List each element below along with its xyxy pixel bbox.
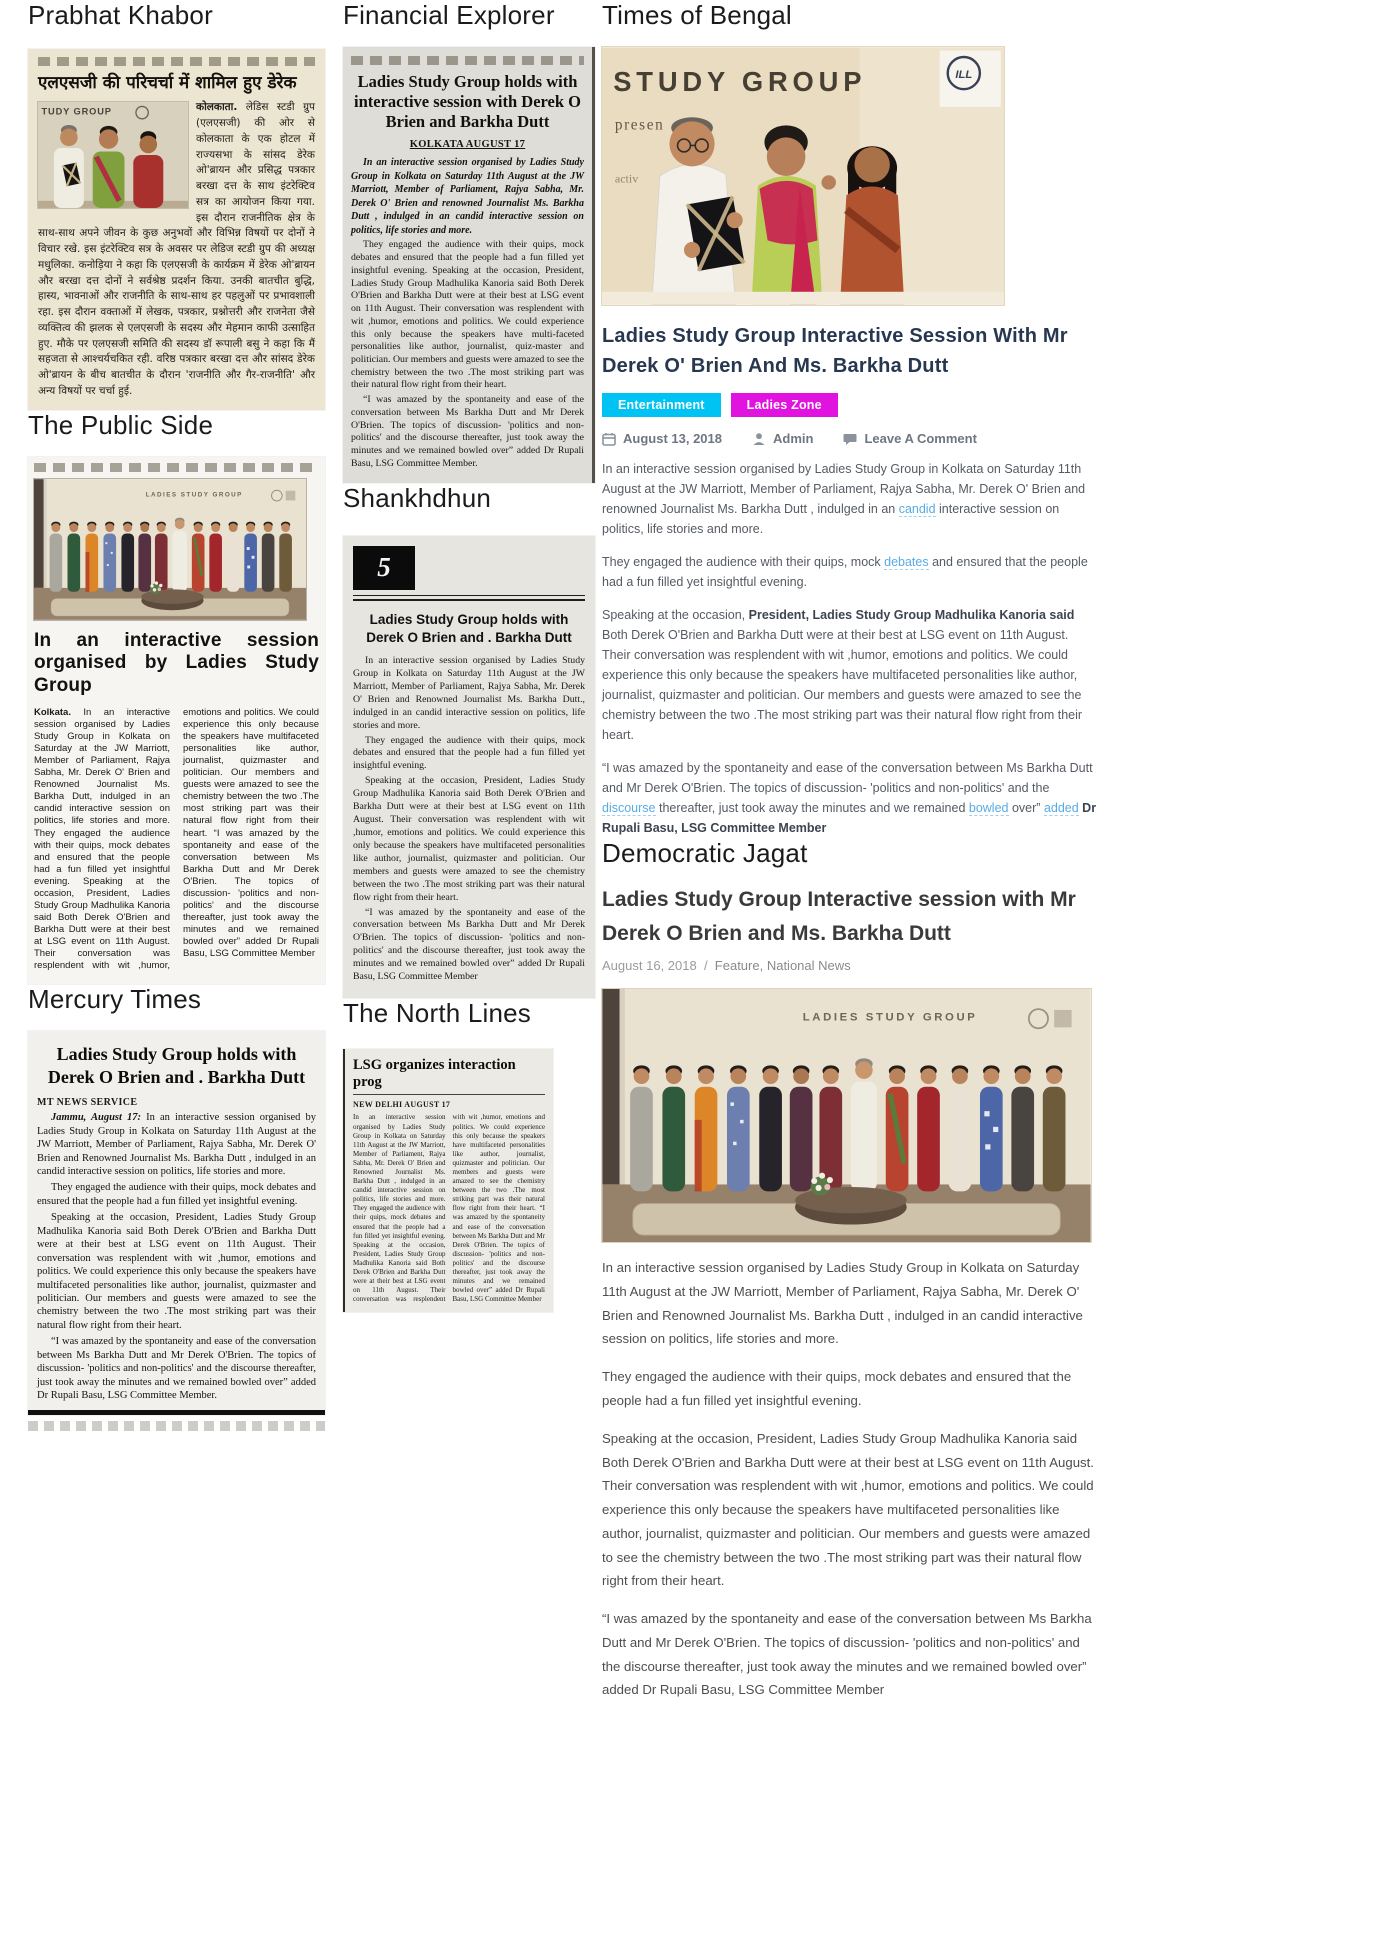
paragraph: They engaged the audience with their quips, mock debates and ensured that the people had a fun filled yet insightful evening. bbox=[602, 1369, 1072, 1409]
democratic-jagat-group-photo bbox=[602, 989, 1091, 1242]
publication-heading-times-of-bengal: Times of Bengal bbox=[602, 0, 792, 30]
publication-heading-democratic-jagat: Democratic Jagat bbox=[602, 838, 808, 868]
paragraph bbox=[37, 1111, 316, 1178]
shankhdhun-clipping bbox=[343, 536, 595, 998]
body-text: In an interactive session organised by Ladies Study Group in Kolkata on Saturday 11th August at the JW Marriott, Member of Parliament, Rajya Sabha, Mr. Derek O' Brien and Renowned Journalist Ms. Barkha Dutt , indulged in an candid interactive session on politics, life stories and more. bbox=[37, 1112, 317, 1178]
dateline: Jammu, August 17: bbox=[51, 1112, 142, 1124]
publication-heading-mercury-times: Mercury Times bbox=[28, 984, 202, 1015]
paragraph: In an interactive session organised by Ladies Study Group in Kolkata on Saturday 11th August at the JW Marriott, Member of Parliament, Rajya Sabha, Mr. Derek O' Brien and Renowned Journalist Ms. Barkha Dutt., indulged in an candid interactive session on politics, life stories and more. bbox=[353, 655, 585, 731]
link-added[interactable]: added bbox=[1043, 801, 1079, 815]
cut-text-decoration bbox=[28, 1421, 325, 1431]
paragraph bbox=[602, 459, 1100, 539]
post-author-text: Admin bbox=[773, 431, 814, 446]
dateline: KOLKATA AUGUST 17 bbox=[409, 139, 526, 151]
paragraph: They engaged the audience with their quips, mock debates and ensured that the people had a fun filled yet insightful evening. bbox=[353, 734, 585, 772]
clipping-body bbox=[34, 707, 319, 972]
right-column bbox=[602, 0, 1100, 1702]
clipping-headline: Ladies Study Group holds with interactive session with Derek O Brien and Barkha Dutt bbox=[354, 72, 581, 132]
publication-heading-north-lines: The North Lines bbox=[343, 998, 531, 1029]
prabhat-clipping-photo bbox=[38, 102, 188, 208]
bold-text: Dr Rupali Basu, LSG Committee Member bbox=[602, 801, 1097, 835]
category-badges bbox=[602, 393, 1100, 417]
body-text: “I was amazed by the spontaneity and ease of the conversation between Ms Barkha Dutt and Mr Derek O'Brien. The topics of discussion- 'politics and non-politics' and the bbox=[602, 761, 1093, 795]
body-text: interactive session on politics, life stories and more. bbox=[602, 502, 1060, 536]
article-meta bbox=[602, 431, 1100, 446]
publication-heading-financial-explorer: Financial Explorer bbox=[343, 0, 555, 30]
photo-backdrop-text: STUDY GROUP bbox=[613, 65, 867, 97]
article-title: Ladies Study Group Interactive Session With Mr Derek O' Brien And Ms. Barkha Dutt bbox=[602, 325, 1068, 377]
article-meta bbox=[602, 958, 1100, 973]
body-text: In an interactive session organised by Ladies Study Group in Kolkata on Saturday at the JW Marriott, Member of Parliament, Rajya Sabha, Mr. Derek O' Brien and Renowned Journalist Ms. Barkha Dutt, indulged in an candid interactive session on politics, life stories and more. They engaged the audience with their quips, mock debates and ensured that the people had a fun filled yet insightful evening. Speaking at the occasion, President, Ladies Study Group Madhulika Kanoria said Both Derek O'Brien and Barkha Dutt were at their best at LSG event on 11th August. Their conversation was resplendent with wit ,humor, emotions and politics. We could experience this only because the speakers have multifaceted personalities like author, journalist, quizmaster and politician. Our members and guests were amazed to see the chemistry between the two .The most striking part was their natural flow right from their heart. “I was amazed by the spontaneity and ease of the conversation between Ms Barkha Dutt and Mr Derek O'Brien. The topics of discussion- 'politics and non-politics' and the discourse thereafter, just took away the minutes and we remained bowled over” added Dr Rupali Basu, LSG Committee Member bbox=[34, 706, 319, 972]
leave-a-comment[interactable] bbox=[843, 431, 976, 446]
paragraph bbox=[602, 552, 1100, 592]
badge-ladies-zone[interactable]: Ladies Zone bbox=[731, 393, 838, 417]
paragraph: “I was amazed by the spontaneity and ease of the conversation between Ms Barkha Dutt and Mr Derek O'Brien. The topics of discussion- 'politics and non-politics' and the discourse thereafter, just took away the minutes and we remained bowled over” added Dr Rupali Basu, LSG Committee Member. bbox=[351, 394, 584, 469]
link-discourse[interactable]: discourse bbox=[602, 801, 656, 815]
public-side-clipping bbox=[28, 457, 325, 985]
dateline-city: कोलकाता. bbox=[196, 101, 238, 114]
torn-edge-decoration bbox=[351, 56, 584, 65]
torn-edge-decoration bbox=[38, 57, 315, 66]
paragraph: “I was amazed by the spontaneity and ease of the conversation between Ms Barkha Dutt and Mr Derek O'Brien. The topics of discussion- 'politics and non-politics' and the discourse thereafter, just took away the minutes and we remained bowled over” added Dr Rupali Basu, LSG Committee Member bbox=[602, 1611, 1092, 1698]
prabhat-khabor-clipping bbox=[28, 49, 325, 410]
leave-a-comment-text: Leave A Comment bbox=[864, 431, 977, 446]
public-side-group-photo bbox=[34, 479, 306, 620]
dateline: NEW DELHI AUGUST 17 bbox=[353, 1100, 451, 1110]
comment-icon bbox=[843, 432, 857, 446]
body-text: and ensured that the people had a fun filled yet insightful evening. bbox=[602, 555, 1088, 589]
clipping-headline: Ladies Study Group holds with Derek O Brien and . Barkha Dutt bbox=[366, 611, 572, 645]
paragraph: Speaking at the occasion, President, Ladies Study Group Madhulika Kanoria said Both Derek O'Brien and Barkha Dutt were at their best at LSG event on 11th August. Their conversation was resplendent with wit ,humor, emotions and politics. We could experience this only because the speakers have multifaceted personalities like author, journalist, quizmaster and politician. Our members and guests were amazed to see the chemistry between the two .The most striking part was their natural flow right from their heart. bbox=[37, 1212, 316, 1331]
body-text: Speaking at the occasion, bbox=[602, 608, 749, 622]
clipping-headline: Ladies Study Group holds with Derek O Brien and . Barkha Dutt bbox=[47, 1044, 306, 1087]
clipping-body: In an interactive session organised by Ladies Study Group in Kolkata on Saturday 11th August at the JW Marriott, Member of Parliament, Rajya Sabha, Mr. Derek O' Brien and Renowned Journalist Ms. Barkha Dutt , indulged in an candid interactive session on politics, life stories and more. They engaged the audience with their quips, mock debates and ensured that the people had a fun filled yet insightful evening. Speaking at the occasion, President, Ladies Study Group Madhulika Kanoria said Both Derek O'Brien and Barkha Dutt were at their best at LSG event on 11th August. Their conversation was resplendent with wit ,humor, emotions and politics. We could experience this only because the speakers have multifaceted personalities like author, journalist, quizmaster and politician. Our members and guests were amazed to see the chemistry between the two .The most striking part was their natural flow right from their heart. “I was amazed by the spontaneity and ease of the conversation between Ms Barkha Dutt and Mr Derek O'Brien. The topics of discussion- 'politics and non-politics' and the discourse thereafter, just took away the minutes and we remained bowled over” added Dr Rupali Basu, LSG Committee Member bbox=[353, 1113, 545, 1304]
mercury-times-clipping bbox=[28, 1031, 325, 1415]
body-text: over” bbox=[1008, 801, 1044, 815]
calendar-icon bbox=[602, 432, 616, 446]
body-text: Both Derek O'Brien and Barkha Dutt were at their best at LSG event on 11th August. Their conversation was resplendent with wit ,humor, emotions and politics. We could experience this only because the speakers have multifaceted personalities like author, journalist, quizmaster and politician. Our members and guests were amazed to see the chemistry between the two .The most striking part was their natural flow right from their heart. bbox=[602, 628, 1083, 742]
clipping-headline: एलएसजी की परिचर्चा में शामिल हुए डेरेक bbox=[38, 73, 297, 93]
article-title: Ladies Study Group Interactive session with Mr Derek O Brien and Ms. Barkha Dutt bbox=[602, 888, 1076, 945]
paragraph: In an interactive session organised by Ladies Study Group in Kolkata on Saturday 11th August at the JW Marriott, Member of Parliament, Rajya Sabha, Mr. Derek O' Brien and Renowned Journalist Ms. Barkha Dutt , indulged in an candid interactive session on politics, life stories and more. bbox=[602, 1260, 1083, 1347]
badge-entertainment[interactable]: Entertainment bbox=[602, 393, 721, 417]
page-number-box: 5 bbox=[353, 546, 415, 590]
financial-explorer-clipping bbox=[343, 47, 595, 483]
post-date bbox=[602, 431, 722, 446]
link-debates[interactable]: debates bbox=[884, 555, 929, 569]
post-categories[interactable]: Feature, National News bbox=[714, 958, 851, 974]
link-candid[interactable]: candid bbox=[898, 502, 936, 516]
dateline-city: Kolkata. bbox=[34, 706, 71, 718]
left-column bbox=[28, 0, 325, 1431]
body-text: They engaged the audience with their quips, mock bbox=[602, 555, 885, 569]
publication-heading-public-side: The Public Side bbox=[28, 409, 214, 440]
photo-partial-text-left: activ bbox=[614, 171, 639, 186]
clipping-headline: LSG organizes interaction prog bbox=[353, 1057, 545, 1095]
north-lines-clipping bbox=[343, 1049, 553, 1312]
lede-paragraph: In an interactive session organised by Ladies Study Group in Kolkata on Saturday 11th August at the JW Marriott, Member of Parliament, Rajya Sabha, Mr. Derek O' Brien and renowned Journalist Ms. Barkha Dutt , indulged in an candid interactive session on politics, life stories and more. bbox=[351, 157, 584, 236]
link-bowled[interactable]: bowled bbox=[968, 801, 1009, 815]
photo-logo-text: ILL bbox=[955, 68, 973, 81]
photo-present-text: presen bbox=[614, 116, 665, 134]
post-author[interactable] bbox=[752, 431, 813, 446]
paragraph: They engaged the audience with their quips, mock debates and ensured that the people had a fun filled yet insightful evening. bbox=[37, 1182, 316, 1207]
body-text: कनोड़िया ने कहा कि एलएसजी के कार्यक्रम में डेरेक ओ'ब्रायन और बरखा दत्त दोनों ने सर्वश्रेष्ठ प्रदर्शन किया. उनकी बातचीत बुद्धि, हास्य, भावनाओं और राजनीति के साथ-साथ हर पहलुओं पर प्रभावशाली रहा. इस दौरान वक्ताओं में लेखक, पत्रकार, प्रश्नोत्तरी और राजनेता जैसे व्यक्तित्व की झलक से एलएसजी के सदस्य और मेहमान काफी उत्साहित हुए. मौके पर एलएसजी समिति की सदस्य डॉ रूपाली बसु ने कहा कि मैं सहजता से आश्चर्यचकित रही. वरिष्ठ पत्रकार बरखा दत्त और सांसद डेरेक ओ'ब्रायन के बीच बातचीत के दौरान 'राजनीति और गैर-राजनीति' और अन्य विषयों पर चर्चा हुई. bbox=[38, 258, 316, 397]
paragraph bbox=[602, 758, 1100, 838]
person-icon bbox=[752, 432, 766, 446]
paragraph: “I was amazed by the spontaneity and ease of the conversation between Ms Barkha Dutt and Mr Derek O'Brien. The topics of discussion- 'politics and non-politics' and the discourse thereafter, just took away the minutes and we remained bowled over” added Dr Rupali Basu, LSG Committee Member bbox=[353, 906, 585, 983]
torn-edge-decoration bbox=[34, 463, 319, 472]
post-date-text: August 16, 2018 bbox=[602, 958, 697, 974]
meta-separator: / bbox=[703, 958, 708, 974]
middle-column bbox=[343, 0, 595, 1312]
post-date-text: August 13, 2018 bbox=[623, 431, 722, 446]
byline: MT NEWS SERVICE bbox=[37, 1097, 138, 1109]
body-text: In an interactive session organised by Ladies Study Group in Kolkata on Saturday 11th August at the JW Marriott, Member of Parliament, Rajya Sabha, Mr. Derek O' Brien and renowned Journalist Ms. Barkha Dutt , indulged in an bbox=[602, 462, 1086, 516]
lede-text: लेडिस स्टडी ग्रुप (एलएसजी) की ओर से कोलकाता के एक होटल में राज्यसभा के सांसद डेरेक ओ'ब्रायन और प्रसिद्ध पत्रकार बरखा दत्त के साथ इंटरेक्टिव सत्र का आयोजन किया गया. इस दौरान राजनीतिक क्षेत्र के साथ-साथ अपने जीवन के कुछ अनुभवों और विभिन्न विषयों पर दोनों ने विचार रखे. इस इंटरेक्टिव सत्र के अवसर पर लेडिज स्टडी ग्रुप की अध्यक्ष मधुलिका. bbox=[38, 101, 315, 271]
paragraph bbox=[602, 605, 1100, 745]
double-rule bbox=[353, 595, 585, 601]
publication-heading-prabhat-khabor: Prabhat Khabor bbox=[28, 0, 213, 30]
photo-backdrop-text: TUDY GROUP bbox=[41, 106, 112, 117]
clipping-body bbox=[38, 100, 315, 399]
paragraph: Speaking at the occasion, President, Ladies Study Group Madhulika Kanoria said Both Derek O'Brien and Barkha Dutt were at their best at LSG event on 11th August. Their conversation was resplendent with wit ,humor, emotions and politics. We could experience this only because the speakers have multifaceted personalities like author, journalist, quizmaster and politician. Our members and guests were amazed to see the chemistry between the two .The most striking part was their natural flow right from their heart. bbox=[602, 1430, 1094, 1589]
body-text: thereafter, just took away the minutes and we remained bbox=[655, 801, 969, 815]
times-of-bengal-photo bbox=[602, 47, 1004, 305]
bold-text: President, Ladies Study Group Madhulika Kanoria said bbox=[748, 608, 1075, 622]
paragraph: They engaged the audience with their quips, mock debates and ensured that the people had a fun filled yet insightful evening. Speaking at the occasion, President, Ladies Study Group Madhulika Kanoria said Both Derek O'Brien and Barkha Dutt were at their best at LSG event on 11th August. Their conversation was resplendent with wit ,humor, emotions and politics. We could experience this only because the speakers have multi-faceted personalities like author, journalist, quiz-master and politician. Our members and guests were amazed to see the chemistry between the two .The most striking part was their natural flow right from their heart. bbox=[351, 239, 584, 391]
publication-heading-shankhdhun: Shankhdhun bbox=[343, 482, 492, 513]
paragraph: “I was amazed by the spontaneity and ease of the conversation between Ms Barkha Dutt and Mr Derek O'Brien. The topics of discussion- 'politics and non-politics' and the discourse thereafter, just took away the minutes and we remained bowled over” added Dr Rupali Basu, LSG Committee Member. bbox=[37, 1336, 316, 1402]
clipping-headline: In an interactive session organised by Ladies Study Group bbox=[34, 629, 319, 697]
paragraph: Speaking at the occasion, President, Ladies Study Group Madhulika Kanoria said Both Derek O'Brien and Barkha Dutt were at their best at LSG event on 11th August. Their conversation was resplendent with wit ,humor, emotions and politics. We could experience this only because the speakers have multifaceted personalities like author, journalist, quizmaster and politician. Our members and guests were amazed to see the chemistry between the two .The most striking part was their natural flow right from their heart. bbox=[353, 775, 585, 903]
